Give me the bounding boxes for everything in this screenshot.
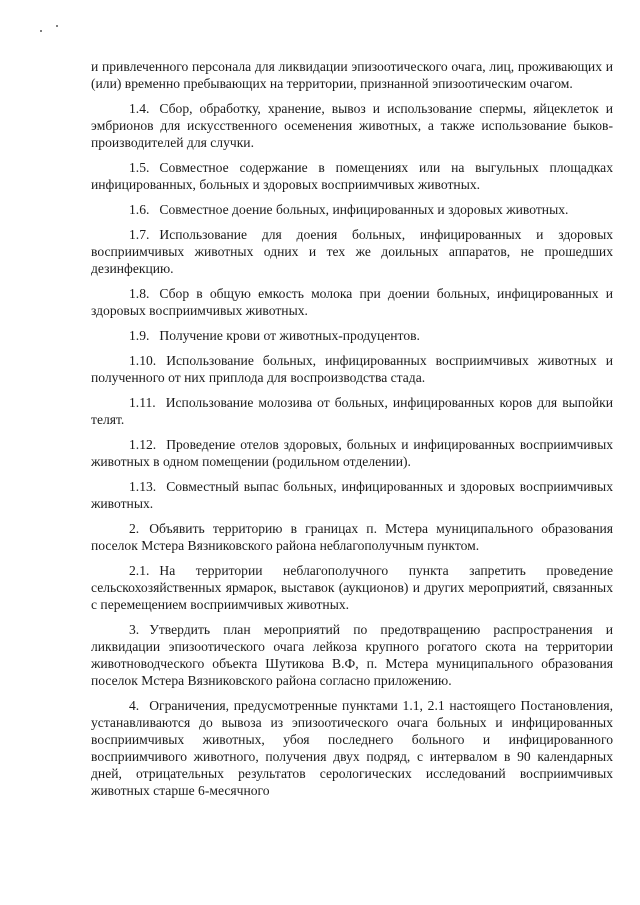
paragraph: 1.11. Использование молозива от больных, инфицированных коров для выпойки телят. (91, 395, 613, 427)
paragraph: 2. Объявить территорию в границах п. Мстера муниципального образования поселок Мстера Вязниковского района неблагополучным пунктом. (91, 521, 613, 553)
paragraph: 1.8. Сбор в общую емкость молока при доении больных, инфицированных и здоровых восприимчивых животных. (91, 286, 613, 318)
paragraph: 1.12. Проведение отелов здоровых, больных и инфицированных восприимчивых животных в одном помещении (родильном отделении). (91, 437, 613, 469)
paragraph-number: 1.5. (129, 160, 150, 175)
paragraph: 2.1. На территории неблагополучного пункта запретить проведение сельскохозяйственных ярмарок, выставок (аукционов) и других мероприятий, связанных с перемещением восприимчивых животных. (91, 563, 613, 612)
paragraph: 1.10. Использование больных, инфицированных восприимчивых животных и полученного от них приплода для воспроизводства стада. (91, 353, 613, 385)
paragraph: 1.5. Совместное содержание в помещениях или на выгульных площадках инфицированных, больных и здоровых восприимчивых животных. (91, 160, 613, 192)
paragraph: 1.7. Использование для доения больных, инфицированных и здоровых восприимчивых животных одних и тех же доильных аппаратов, не прошедших дезинфекцию. (91, 227, 613, 276)
paragraph: 1.13. Совместный выпас больных, инфицированных и здоровых восприимчивых животных. (91, 479, 613, 511)
paragraph: 1.6. Совместное доение больных, инфицированных и здоровых животных. (129, 202, 569, 217)
paragraph-number: 2. (129, 521, 140, 536)
paragraph-number: 1.13. (129, 479, 157, 494)
paragraph-number: 1.9. (129, 328, 150, 343)
scan-speck (40, 30, 42, 32)
scan-speck (56, 25, 58, 27)
paragraph: 1.4. Сбор, обработку, хранение, вывоз и использование спермы, яйцеклеток и эмбрионов для искусственного осеменения животных, а также использование быков-производителей для случки. (91, 101, 613, 150)
paragraph: 3. Утвердить план мероприятий по предотвращению распространения и ликвидации эпизоотического очага лейкоза крупного рогатого скота на территории животноводческого объекта Шутикова В.Ф, п. Мстера муниципального образования поселок Мстера Вязниковского района согласно приложению. (91, 622, 613, 688)
paragraph-number: 1.8. (129, 286, 150, 301)
paragraph-number: 1.7. (129, 227, 150, 242)
paragraph-number: 1.4. (129, 101, 150, 116)
paragraph-number: 2.1. (129, 563, 150, 578)
paragraph: 4. Ограничения, предусмотренные пунктами 1.1, 2.1 настоящего Постановления, устанавливаются до вывоза из эпизоотического очага больных и инфицированных восприимчивых животных, убоя последнего больного и инфицированного восприимчивого животного, получения двух подряд, с интервалом в 90 календарных дней, отрицательных результатов серологических исследований восприимчивых животных старше 6-месячного (91, 698, 613, 798)
paragraph-number: 1.11. (129, 395, 156, 410)
paragraph: и привлеченного персонала для ликвидации эпизоотического очага, лиц, проживающих и (или) временно пребывающих на территории, признанной эпизоотическим очагом. (91, 59, 613, 91)
paragraph-number: 1.10. (129, 353, 157, 368)
paragraph-number: 1.12. (129, 437, 157, 452)
document-body (91, 58, 613, 832)
paragraph-number: 3. (129, 622, 140, 637)
paragraph: 1.9. Получение крови от животных-продуцентов. (129, 328, 420, 343)
paragraph-number: 4. (129, 698, 140, 713)
paragraph-number: 1.6. (129, 202, 150, 217)
paragraph (91, 807, 613, 824)
